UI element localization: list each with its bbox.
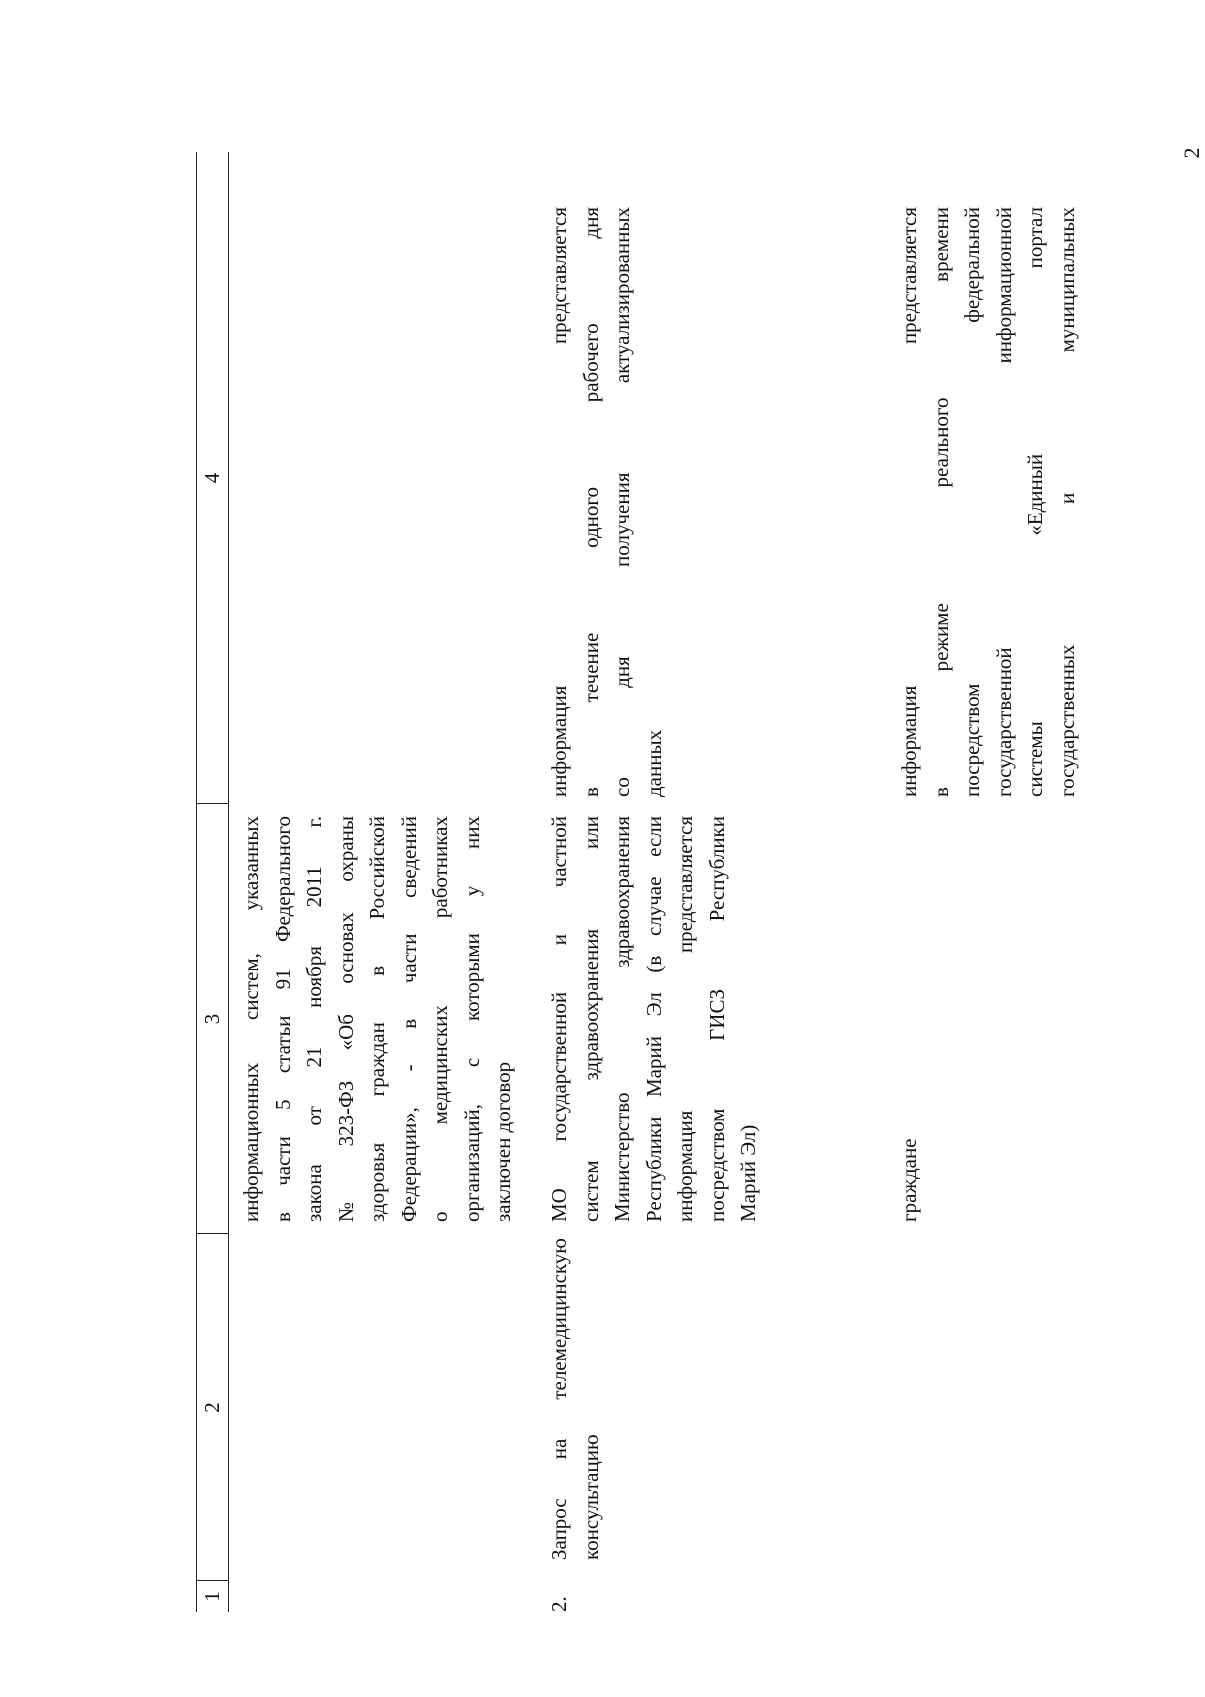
text-line: граждане bbox=[897, 1138, 921, 1222]
text-line: Министерство здравоохранения bbox=[610, 816, 634, 1222]
text-line: информация представляется bbox=[897, 207, 921, 797]
column-number-1: 1 bbox=[200, 1591, 224, 1602]
row-2-col4 bbox=[544, 207, 670, 797]
text-line: данных bbox=[641, 729, 666, 797]
text-line: Федерации», - в части сведений bbox=[396, 816, 421, 1222]
text-line: организаций, с которыми у них bbox=[459, 816, 484, 1222]
column-number-2: 2 bbox=[200, 1402, 224, 1413]
text-line: информация представляется bbox=[673, 816, 697, 1222]
text-line: государственной информационной bbox=[991, 207, 1016, 797]
text-line: информация представляется bbox=[547, 207, 571, 797]
text-line: посредством федеральной bbox=[960, 207, 984, 797]
rotated-table-page bbox=[196, 152, 1196, 1612]
page-number: 2 bbox=[1179, 147, 1204, 159]
text-line: закона от 21 ноября 2011 г. bbox=[302, 816, 326, 1222]
row-2-index: 2. bbox=[547, 1596, 571, 1612]
text-line: в режиме реального времени bbox=[928, 207, 953, 797]
text-line: консультацию bbox=[578, 1434, 603, 1560]
column-number-4: 4 bbox=[200, 472, 224, 484]
text-line: системы «Единый портал bbox=[1023, 207, 1047, 797]
row-2-col3 bbox=[544, 816, 765, 1222]
text-line: посредством ГИСЗ Республики bbox=[704, 816, 729, 1222]
row-3-col4 bbox=[894, 207, 1083, 797]
text-line: здоровья граждан в Российской bbox=[365, 816, 389, 1222]
text-line: о медицинских работниках bbox=[428, 816, 452, 1222]
text-line: Марий Эл) bbox=[736, 1124, 760, 1222]
text-line: заключен договор bbox=[491, 1061, 515, 1222]
row-2-col2 bbox=[544, 1238, 607, 1560]
column-number-3: 3 bbox=[200, 1013, 224, 1025]
text-line: в части 5 статьи 91 Федерального bbox=[270, 816, 295, 1222]
text-line: информационных систем, указанных bbox=[239, 816, 263, 1222]
text-line: со дня получения актуализированных bbox=[610, 207, 634, 797]
column-number-row-border bbox=[228, 152, 229, 1612]
text-line: систем здравоохранения или bbox=[578, 816, 603, 1222]
text-line: МО государственной и частной bbox=[547, 816, 571, 1222]
text-line: № 323-ФЗ «Об основах охраны bbox=[333, 816, 358, 1222]
text-line: Запрос на телемедицинскую bbox=[547, 1238, 571, 1560]
text-line: в течение одного рабочего дня bbox=[578, 207, 603, 797]
row-3-col3 bbox=[894, 816, 926, 1222]
text-line: Республики Марий Эл (в случае если bbox=[641, 816, 666, 1222]
text-line: государственных и муниципальных bbox=[1054, 207, 1079, 797]
continuation-row-col3 bbox=[236, 816, 520, 1222]
